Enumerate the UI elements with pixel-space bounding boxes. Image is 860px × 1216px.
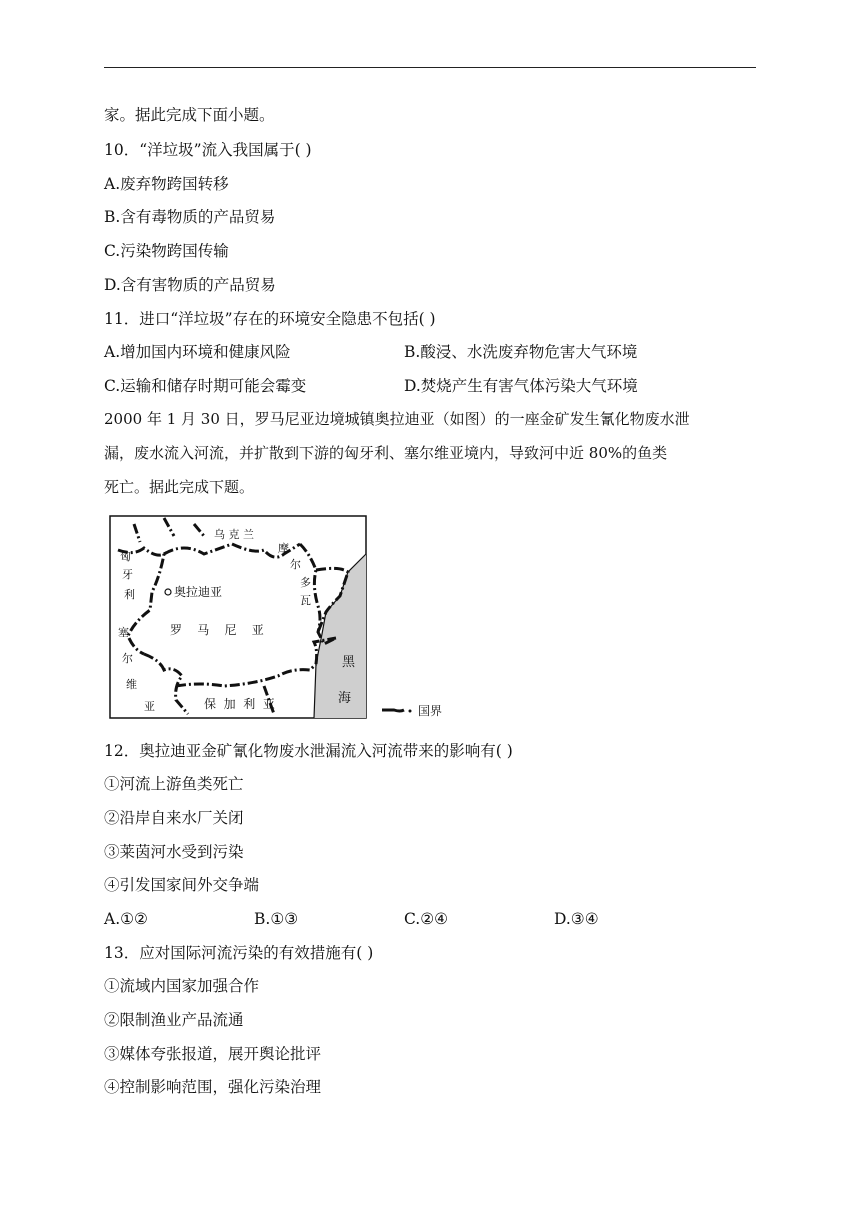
- hungary-label-2: 牙: [122, 568, 133, 581]
- q12-option-a: A.①②: [104, 910, 148, 928]
- q13-stem: 13．应对国际河流污染的有效措施有( ): [104, 944, 374, 962]
- oradea-city-marker: [165, 589, 171, 595]
- intro-continuation: 家。据此完成下面小题。: [104, 106, 275, 124]
- q13-item-3: ③媒体夸张报道，展开舆论批评: [104, 1045, 322, 1063]
- romania-label: 罗 马 尼 亚: [170, 623, 264, 637]
- oradea-label: 奥拉迪亚: [174, 585, 223, 599]
- serbia-label-1: 塞: [118, 626, 129, 639]
- q11-option-c: C.运输和储存时期可能会霉变: [104, 377, 307, 395]
- romania-map: [104, 514, 454, 720]
- q12-option-c: C.②④: [404, 910, 449, 928]
- black-sea-label-2: 海: [338, 691, 352, 706]
- q11-option-b: B.酸浸、水洗废弃物危害大气环境: [404, 343, 638, 361]
- q12-item-3: ③莱茵河水受到污染: [104, 843, 244, 861]
- q13-item-4: ④控制影响范围，强化污染治理: [104, 1078, 322, 1096]
- q12-item-2: ②沿岸自来水厂关闭: [104, 809, 244, 827]
- legend-label: 国界: [418, 704, 443, 718]
- serbia-label-3: 维: [126, 678, 137, 691]
- passage-line-2: 漏，废水流入河流，并扩散到下游的匈牙利、塞尔维亚境内，导致河中近 80%的鱼类: [104, 444, 668, 462]
- hungary-label-3: 利: [124, 588, 135, 601]
- q12-stem: 12．奥拉迪亚金矿氰化物废水泄漏流入河流带来的影响有( ): [104, 742, 513, 760]
- q11-option-a: A.增加国内环境和健康风险: [104, 343, 291, 361]
- q11-stem: 11．进口“洋垃圾”存在的环境安全隐患不包括( ): [104, 310, 436, 328]
- q10-option-d: D.含有害物质的产品贸易: [104, 276, 276, 294]
- q10-option-a: A.废弃物跨国转移: [104, 175, 229, 193]
- black-sea-label-1: 黑: [342, 655, 356, 670]
- moldova-label-3: 多: [300, 576, 311, 589]
- legend-border-symbol: [382, 710, 404, 711]
- q10-option-c: C.污染物跨国传输: [104, 242, 229, 260]
- moldova-label-4: 瓦: [300, 594, 311, 607]
- passage-line-1: 2000 年 1 月 30 日，罗马尼亚边境城镇奥拉迪亚（如图）的一座金矿发生氰化物废水泄: [104, 410, 690, 428]
- q12-item-4: ④引发国家间外交争端: [104, 876, 260, 894]
- ukraine-label: 乌 克 兰: [214, 528, 254, 541]
- serbia-label-4: 亚: [144, 700, 155, 713]
- q10-option-b: B.含有毒物质的产品贸易: [104, 208, 276, 226]
- q12-option-b: B.①③: [254, 910, 299, 928]
- serbia-label-2: 尔: [122, 652, 133, 665]
- q12-option-d: D.③④: [554, 910, 599, 928]
- q13-item-2: ②限制渔业产品流通: [104, 1011, 244, 1029]
- header-rule: [104, 67, 756, 68]
- bulgaria-label: 保 加 利 亚: [204, 697, 275, 711]
- q13-item-1: ①流域内国家加强合作: [104, 977, 260, 995]
- passage-line-3: 死亡。据此完成下题。: [104, 478, 255, 496]
- q11-option-d: D.焚烧产生有害气体污染大气环境: [404, 377, 638, 395]
- q10-stem: 10．“洋垃圾”流入我国属于( ): [104, 141, 312, 159]
- q12-item-1: ①河流上游鱼类死亡: [104, 775, 244, 793]
- moldova-label-1: 摩: [278, 542, 289, 555]
- moldova-label-2: 尔: [290, 558, 301, 571]
- hungary-label-1: 匈: [120, 550, 131, 563]
